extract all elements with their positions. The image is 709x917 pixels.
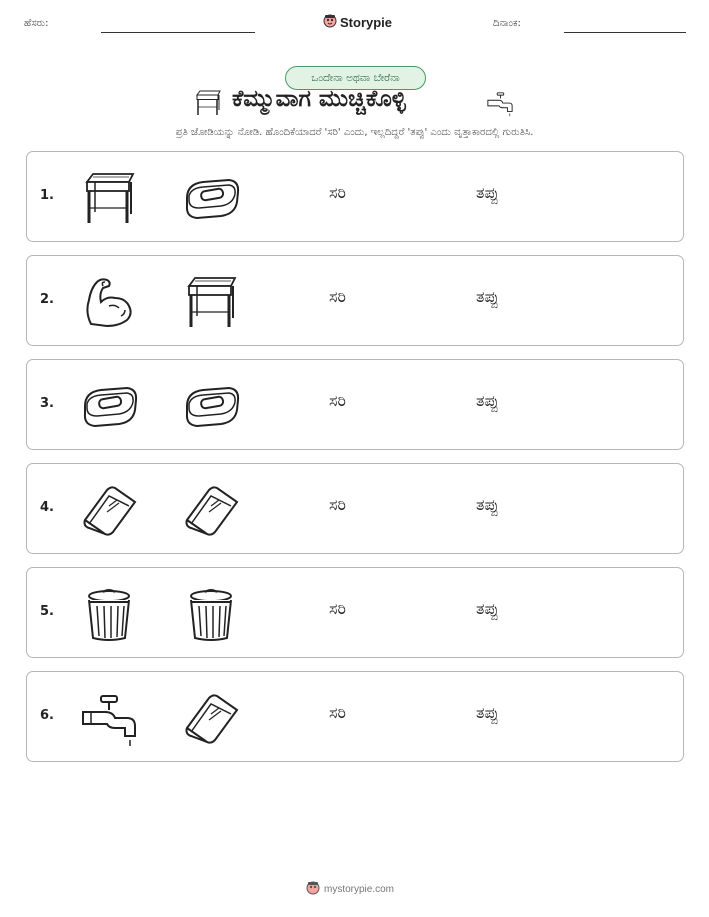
soap-icon xyxy=(181,168,241,228)
trash-can-icon xyxy=(79,584,139,644)
trash-can-icon xyxy=(181,584,241,644)
page-title: ಕೆಮ್ಮುವಾಗ ಮುಚ್ಚಿಕೊಳ್ಳಿ xyxy=(232,86,406,112)
title-row xyxy=(0,86,709,122)
storypie-mascot-icon xyxy=(323,13,337,32)
wrong-option[interactable]: ತಪ್ಪು xyxy=(476,495,499,514)
question-number: 3. xyxy=(40,396,54,411)
soap-icon xyxy=(181,376,241,436)
faucet-icon xyxy=(486,90,514,118)
instructions: ಪ್ರತಿ ಜೋಡಿಯನ್ನು ನೋಡಿ. ಹೊಂದಿಕೆಯಾದರೆ 'ಸರಿ' ಎಂದು, ಇಲ್ಲದಿದ್ದರೆ 'ತಪ್ಪು' ಎಂದು ವೃತ್ತಾಕಾರದಲ್ಲಿ ಗುರುತಿಸಿ. xyxy=(175,127,534,138)
footer-url: mystorypie.com xyxy=(324,884,395,895)
brand-name: Storypie xyxy=(340,15,393,30)
storypie-logo xyxy=(323,13,392,32)
question-number: 1. xyxy=(40,188,54,203)
footer xyxy=(306,880,394,899)
soap-icon xyxy=(79,376,139,436)
towel-icon xyxy=(181,480,241,540)
arm-muscle-icon xyxy=(79,272,139,332)
correct-option[interactable]: ಸರಿ xyxy=(329,703,346,722)
name-label: ಹೆಸರು: xyxy=(24,18,49,29)
worksheet-type-badge: ಒಂದೇನಾ ಅಥವಾ ಬೇರೆನಾ xyxy=(285,66,426,90)
storypie-mascot-icon xyxy=(306,880,320,899)
name-field[interactable] xyxy=(101,32,255,33)
question-number: 6. xyxy=(40,708,54,723)
question-number: 2. xyxy=(40,292,54,307)
towel-icon xyxy=(181,688,241,748)
faucet-icon xyxy=(79,688,139,748)
desk-icon xyxy=(79,168,139,228)
correct-option[interactable]: ಸರಿ xyxy=(329,183,346,202)
wrong-option[interactable]: ತಪ್ಪು xyxy=(476,703,499,722)
question-number: 4. xyxy=(40,500,54,515)
correct-option[interactable]: ಸರಿ xyxy=(329,287,346,306)
desk-icon xyxy=(193,88,223,118)
question-card xyxy=(26,255,684,346)
desk-icon xyxy=(181,272,241,332)
correct-option[interactable]: ಸರಿ xyxy=(329,391,346,410)
wrong-option[interactable]: ತಪ್ಪು xyxy=(476,599,499,618)
question-card xyxy=(26,463,684,554)
correct-option[interactable]: ಸರಿ xyxy=(329,495,346,514)
date-field[interactable] xyxy=(564,32,686,33)
wrong-option[interactable]: ತಪ್ಪು xyxy=(476,287,499,306)
question-card xyxy=(26,567,684,658)
wrong-option[interactable]: ತಪ್ಪು xyxy=(476,183,499,202)
question-card xyxy=(26,671,684,762)
question-card xyxy=(26,151,684,242)
correct-option[interactable]: ಸರಿ xyxy=(329,599,346,618)
date-label: ದಿನಾಂಕ: xyxy=(493,18,521,29)
towel-icon xyxy=(79,480,139,540)
question-number: 5. xyxy=(40,604,54,619)
wrong-option[interactable]: ತಪ್ಪು xyxy=(476,391,499,410)
question-card xyxy=(26,359,684,450)
